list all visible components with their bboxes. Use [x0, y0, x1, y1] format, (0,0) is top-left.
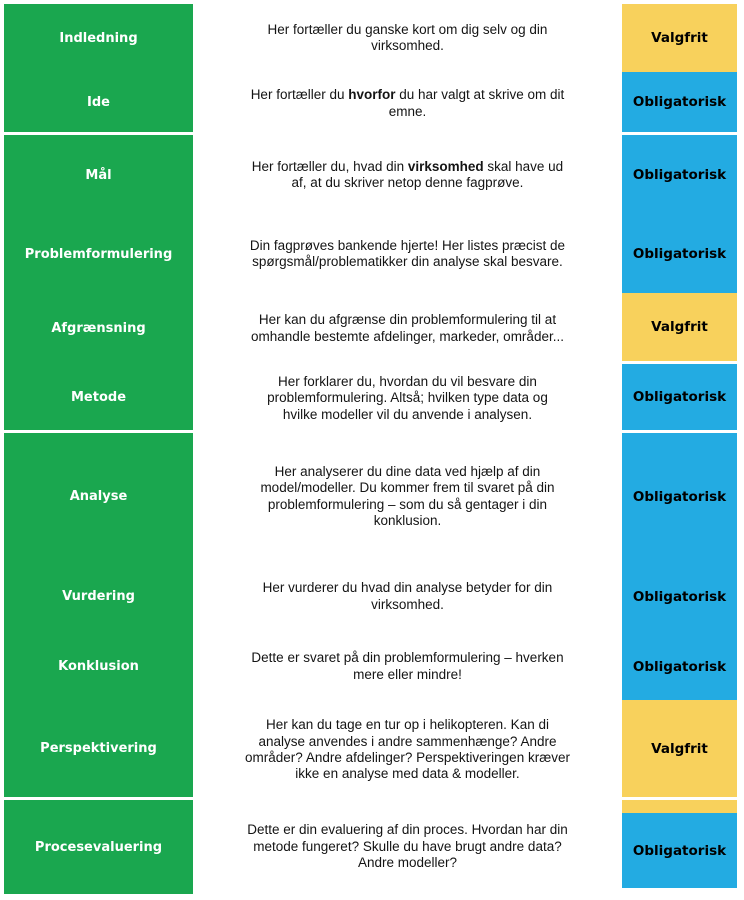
status-label: Obligatorisk	[632, 488, 727, 505]
section-title: Metode	[70, 389, 127, 405]
status-badge	[622, 4, 737, 72]
table-row-metode	[4, 364, 737, 433]
section-title: Vurdering	[62, 589, 135, 604]
status-label: Obligatorisk	[632, 588, 727, 605]
table-row-perspektivering	[4, 700, 737, 800]
section-title: Mål	[85, 167, 112, 183]
section-description: Her kan du tage en tur op i helikopteren. Kan di analyse anvendes i andre sammenhænge? Andre områder? Andre afdelinger? Perspektiveringen kræver ikke en analyse med data & modeller.	[193, 700, 622, 800]
yellow-remnant-strip	[622, 800, 737, 813]
section-title-cell	[4, 4, 193, 72]
section-title: Perspektivering	[40, 741, 157, 756]
status-label: Obligatorisk	[632, 94, 727, 110]
table-row-ide	[4, 72, 737, 135]
status-badge	[622, 700, 737, 800]
table-row-indledning	[4, 4, 737, 72]
status-badge	[622, 293, 737, 364]
status-badge	[622, 135, 737, 215]
section-description: Din fagprøves bankende hjerte! Her listes præcist de spørgsmål/problematikker din analyse skal besvare.	[193, 215, 622, 293]
table-row-problemformulering	[4, 215, 737, 293]
section-title: Procesevaluering	[34, 839, 163, 855]
table-row-analyse	[4, 433, 737, 560]
table-row-konklusion	[4, 633, 737, 700]
section-title-cell	[4, 560, 193, 633]
table-row-procesevaluering	[4, 800, 737, 894]
section-title: Problemformulering	[24, 246, 173, 262]
status-badge	[622, 215, 737, 293]
status-badge	[622, 560, 737, 633]
status-fill	[622, 813, 737, 888]
section-title-cell	[4, 700, 193, 800]
status-label: Obligatorisk	[632, 842, 727, 859]
section-description: Dette er din evaluering af din proces. Hvordan har din metode fungeret? Skulle du have brugt andre data? Andre modeller?	[193, 800, 622, 894]
status-label: Obligatorisk	[632, 658, 727, 675]
status-badge	[622, 364, 737, 433]
status-badge	[622, 72, 737, 135]
status-label: Valgfrit	[651, 740, 708, 757]
table-row-vurdering	[4, 560, 737, 633]
section-description: Her vurderer du hvad din analyse betyder for din virksomhed.	[193, 560, 622, 633]
section-title-cell	[4, 293, 193, 364]
status-badge	[622, 633, 737, 700]
section-description: Her fortæller du hvorfor du har valgt at skrive om dit emne.	[193, 72, 622, 135]
table-row-afgraensning	[4, 293, 737, 364]
section-title: Analyse	[69, 489, 128, 504]
section-description: Her kan du afgrænse din problemformulering til at omhandle bestemte afdelinger, markeder, områder...	[193, 293, 622, 364]
status-badge	[622, 433, 737, 560]
section-title: Afgrænsning	[51, 321, 146, 336]
status-badge	[622, 800, 737, 894]
section-description: Her forklarer du, hvordan du vil besvare din problemformulering. Altså; hvilken type data og hvilke modeller vil du anvende i analysen.	[193, 364, 622, 433]
section-description: Her fortæller du ganske kort om dig selv og din virksomhed.	[193, 4, 622, 72]
section-title-cell	[4, 72, 193, 135]
section-title-cell	[4, 215, 193, 293]
status-label: Obligatorisk	[632, 389, 727, 405]
section-title-cell	[4, 364, 193, 433]
status-label: Obligatorisk	[632, 167, 727, 183]
section-title: Indledning	[59, 30, 138, 46]
section-title-cell	[4, 633, 193, 700]
section-title-cell	[4, 135, 193, 215]
section-description: Her analyserer du dine data ved hjælp af din model/modeller. Du kommer frem til svaret på din problemformulering – som du så gentager i din konklusion.	[193, 433, 622, 560]
section-title-cell	[4, 433, 193, 560]
section-title: Ide	[87, 94, 110, 110]
section-description: Her fortæller du, hvad din virksomhed skal have ud af, at du skriver netop denne fagprøve.	[193, 135, 622, 215]
table-row-maal	[4, 135, 737, 215]
section-description: Dette er svaret på din problemformulering – hverken mere eller mindre!	[193, 633, 622, 700]
section-title: Konklusion	[58, 659, 139, 674]
status-label: Obligatorisk	[632, 246, 727, 262]
status-label: Valgfrit	[651, 30, 708, 46]
section-title-cell	[4, 800, 193, 894]
status-label: Valgfrit	[651, 319, 708, 335]
